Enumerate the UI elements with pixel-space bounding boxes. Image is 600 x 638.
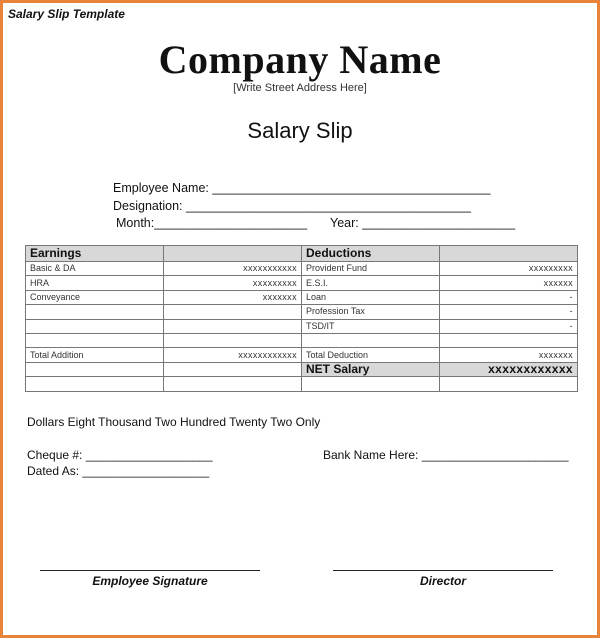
deduction-amount: xxxxxx	[440, 276, 578, 290]
deduction-amount: xxxxxxxxx	[440, 262, 578, 276]
deduction-amount: -	[440, 319, 578, 333]
deductions-header: Deductions	[302, 246, 440, 262]
amount-in-words: Dollars Eight Thousand Two Hundred Twenty Two Only	[27, 415, 321, 429]
table-row	[26, 377, 578, 391]
slip-title: Salary Slip	[247, 118, 353, 143]
dated-as-field[interactable]: Dated As: ___________________	[27, 464, 210, 478]
net-salary-label: NET Salary	[302, 362, 440, 376]
net-salary-amount: xxxxxxxxxxxx	[440, 362, 578, 376]
bank-name-field[interactable]: Bank Name Here: ______________________	[323, 448, 569, 462]
earning-amount: xxxxxxx	[164, 290, 302, 304]
blank-cell	[440, 377, 578, 391]
deduction-amount: -	[440, 290, 578, 304]
director-signature-line	[333, 570, 553, 571]
net-salary-row	[26, 362, 578, 376]
company-name: Company Name	[158, 37, 442, 82]
table-row	[26, 290, 578, 304]
employee-signature-line	[40, 570, 260, 571]
total-deduction-amount: xxxxxxx	[440, 348, 578, 362]
employee-signature-label: Employee Signature	[92, 574, 208, 588]
deduction-label: E.S.I.	[302, 276, 440, 290]
earnings-header: Earnings	[26, 246, 164, 262]
employee-name-field[interactable]: Employee Name: ________________________________________	[113, 181, 491, 195]
table-header-row	[26, 246, 578, 262]
template-title: Salary Slip Template	[8, 7, 125, 21]
address-placeholder: [Write Street Address Here]	[233, 82, 367, 94]
director-signature-label: Director	[419, 574, 466, 588]
table-row	[26, 276, 578, 290]
blank-cell	[26, 362, 164, 376]
cheque-field[interactable]: Cheque #: ___________________	[27, 448, 213, 462]
blank-cell	[26, 377, 164, 391]
table-row	[26, 319, 578, 333]
total-addition-label: Total Addition	[26, 348, 164, 362]
deduction-label: Provident Fund	[302, 262, 440, 276]
deduction-label: Profession Tax	[302, 305, 440, 319]
table-row	[26, 333, 578, 347]
table-row	[26, 262, 578, 276]
totals-row	[26, 348, 578, 362]
header-blank	[440, 246, 578, 262]
earning-amount: xxxxxxxxx	[164, 276, 302, 290]
deduction-label: Loan	[302, 290, 440, 304]
total-deduction-label: Total Deduction	[302, 348, 440, 362]
earning-label	[26, 319, 164, 333]
header-blank	[164, 246, 302, 262]
earning-amount	[164, 319, 302, 333]
deduction-amount: -	[440, 305, 578, 319]
blank-cell	[164, 362, 302, 376]
blank-cell	[302, 377, 440, 391]
earning-label	[26, 333, 164, 347]
earning-label: HRA	[26, 276, 164, 290]
year-field[interactable]: Year: ______________________	[330, 216, 516, 230]
deduction-amount	[440, 333, 578, 347]
earning-label: Conveyance	[26, 290, 164, 304]
blank-cell	[164, 377, 302, 391]
salary-table	[25, 245, 578, 392]
earning-label: Basic & DA	[26, 262, 164, 276]
month-field[interactable]: Month:______________________	[116, 216, 308, 230]
earning-amount	[164, 305, 302, 319]
earning-label	[26, 305, 164, 319]
deduction-label	[302, 333, 440, 347]
earning-amount: xxxxxxxxxxx	[164, 262, 302, 276]
earning-amount	[164, 333, 302, 347]
deduction-label: TSD/IT	[302, 319, 440, 333]
table-row	[26, 305, 578, 319]
total-addition-amount: xxxxxxxxxxxx	[164, 348, 302, 362]
designation-field[interactable]: Designation: _________________________________________	[113, 199, 471, 213]
